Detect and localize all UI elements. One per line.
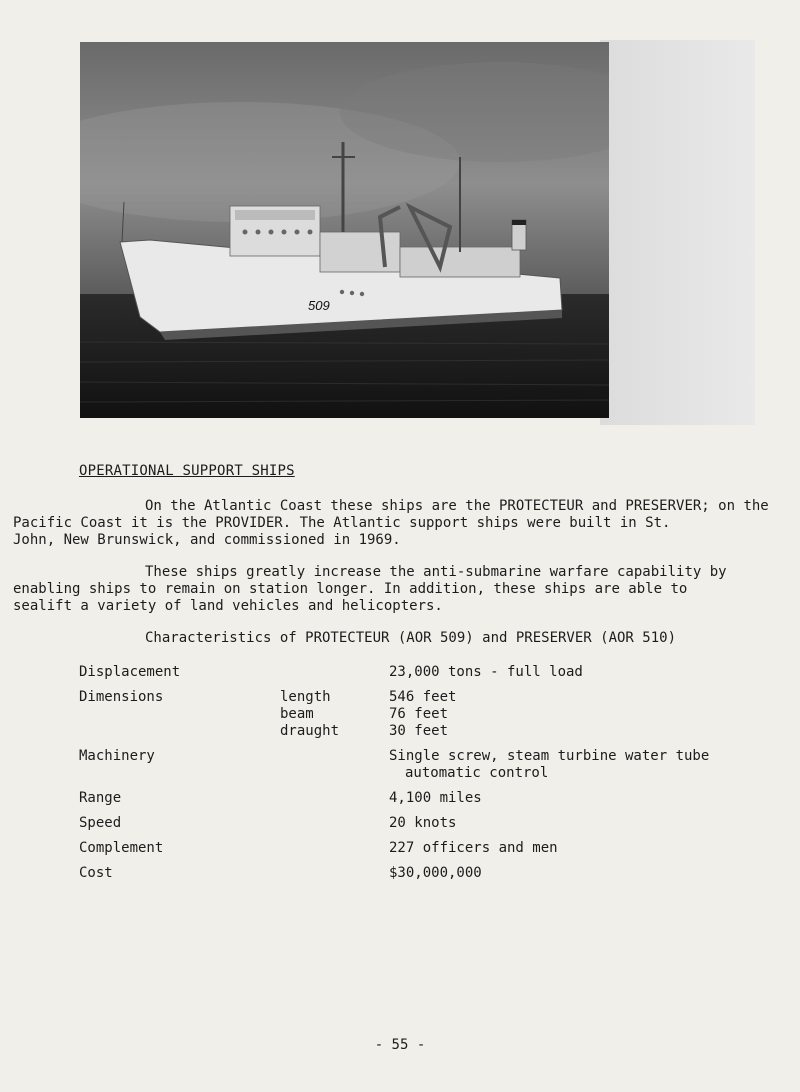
page-number: - 55 -	[374, 1037, 426, 1053]
complement-value: 227 officers and men	[389, 840, 558, 856]
paragraph-1-line-3: John, New Brunswick, and commissioned in 1969.	[13, 532, 401, 548]
displacement-label: Displacement	[79, 664, 181, 680]
complement-label: Complement	[79, 840, 164, 856]
ship-photograph	[80, 42, 609, 418]
length-value: 546 feet	[389, 689, 457, 705]
cost-label: Cost	[79, 865, 113, 881]
paragraph-1-line-1: On the Atlantic Coast these ships are the PROTECTEUR and PRESERVER; on the	[145, 498, 769, 514]
paragraph-1-line-2: Pacific Coast it is the PROVIDER. The Atlantic support ships were built in St.	[13, 515, 671, 531]
paragraph-2-line-2: enabling ships to remain on station longer. In addition, these ships are able to	[13, 581, 688, 597]
cost-value: $30,000,000	[389, 865, 482, 881]
paragraph-1	[13, 498, 779, 549]
machinery-value: Single screw, steam turbine water tube	[389, 748, 710, 764]
draught-label: draught	[280, 723, 340, 739]
beam-value: 76 feet	[389, 706, 449, 722]
range-label: Range	[79, 790, 122, 806]
draught-value: 30 feet	[389, 723, 449, 739]
speed-value: 20 knots	[389, 815, 457, 831]
beam-label: beam	[280, 706, 314, 722]
machinery-label: Machinery	[79, 748, 155, 764]
photo-border-shadow	[600, 40, 755, 425]
range-value: 4,100 miles	[389, 790, 482, 806]
machinery-value-continued: automatic control	[405, 765, 549, 781]
reverse-side-bleed-through	[150, 478, 790, 978]
length-label: length	[280, 689, 331, 705]
displacement-value: 23,000 tons - full load	[389, 664, 583, 680]
speed-label: Speed	[79, 815, 122, 831]
characteristics-caption: Characteristics of PROTECTEUR (AOR 509) and PRESERVER (AOR 510)	[145, 630, 677, 646]
paragraph-2	[13, 564, 779, 615]
hull-number: 509	[308, 298, 330, 313]
section-heading: OPERATIONAL SUPPORT SHIPS	[79, 463, 295, 479]
dimensions-label: Dimensions	[79, 689, 164, 705]
paragraph-2-line-3: sealift a variety of land vehicles and helicopters.	[13, 598, 443, 614]
paragraph-2-line-1: These ships greatly increase the anti-submarine warfare capability by	[145, 564, 727, 580]
